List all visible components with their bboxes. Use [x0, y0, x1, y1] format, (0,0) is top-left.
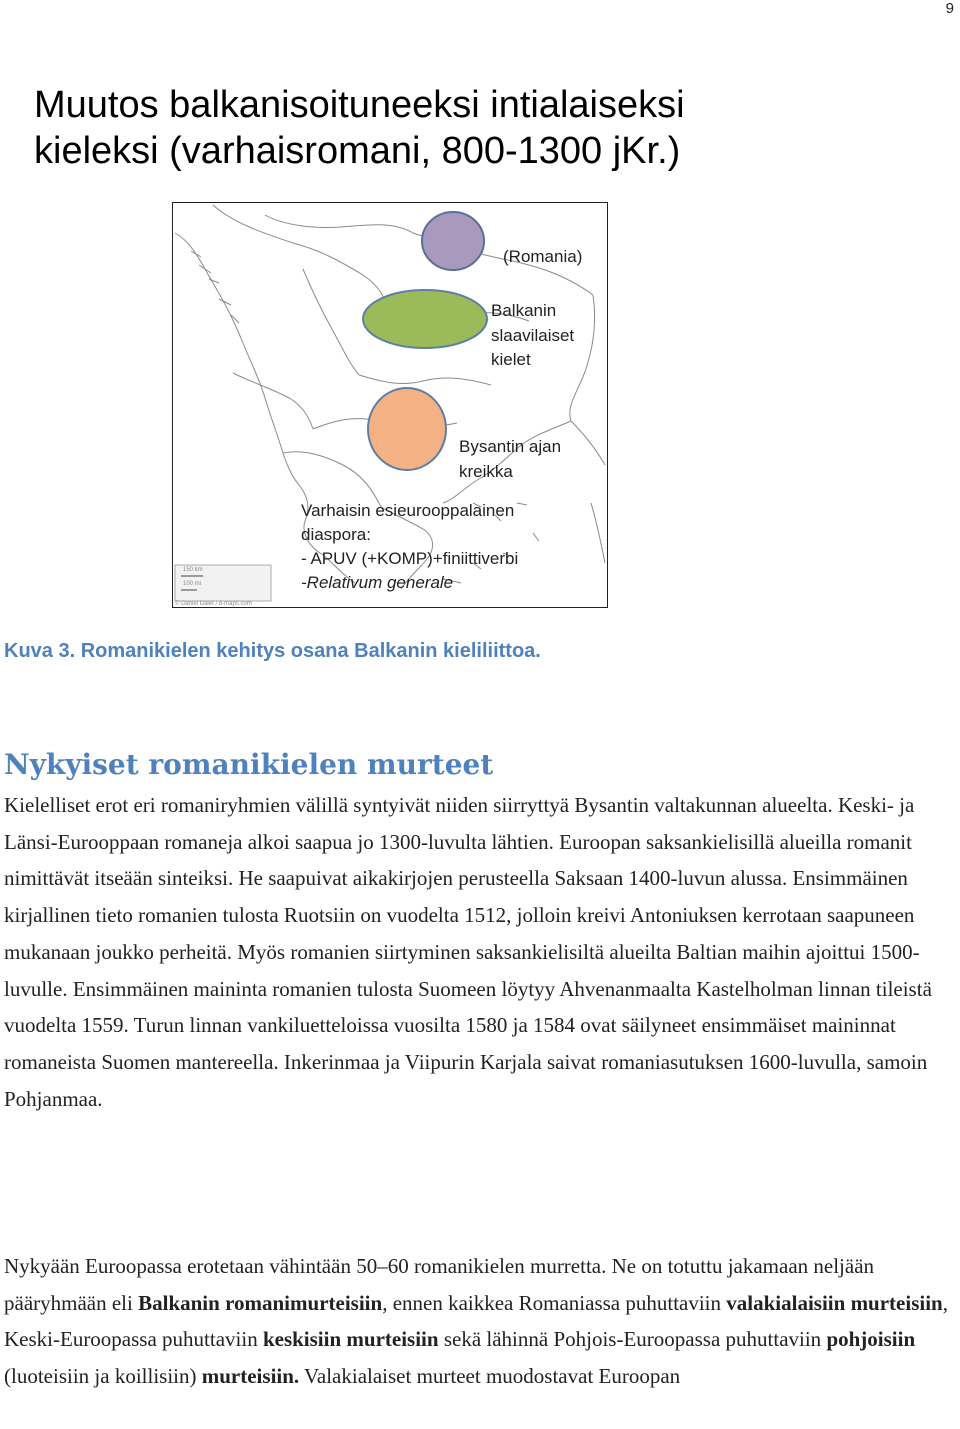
paragraph2-text-2: , ennen kaikkea Romaniassa puhuttaviin [382, 1290, 727, 1315]
scale-label-mi: 100 mi [183, 581, 202, 587]
body-paragraph-1: Kielelliset erot eri romaniryhmien välillä syntyivät niiden siirryttyä Bysantin valtakunnan alueelta. Keski- ja Länsi-Eurooppaan romaneja alkoi saapua jo 1300-luvulta lähtien. Euroopan saksankielisillä alueilla romanit nimittävät itseään sinteiksi. He saapuivat aikakirjojen perusteella Saksaan 1400-luvun alussa. Ensimmäinen kirjallinen tieto romanien tulosta Ruotsiin on vuodelta 1512, jolloin kreivi Antoniuksen kerrotaan saapuneen mukanaan joukko perheitä. Myös romanien siirtyminen saksankielisiltä alueilta Baltian maihin ajoittui 1500-luvulle. Ensimmäinen maininta romanien tulosta Suomeen löytyy Ahvenanmaalta Kastelholman linnan tileistä vuodelta 1559. Turun linnan vankiluetteloissa vuosilta 1580 ja 1584 ovat säilyneet ensimmäiset maininnat romaneista Suomen mantereella. Inkerinmaa ja Viipurin Karjala saivat romaniasutuksen 1600-luvulla, samoin Pohjanmaa. [4, 793, 932, 1111]
label-slavic-line-1: Balkanin [491, 301, 557, 320]
page-number: 9 [945, 0, 954, 17]
label-diaspora-line-2: diaspora: [301, 525, 371, 545]
scale-bar-km [181, 575, 203, 577]
label-balkan-slavic [491, 299, 574, 373]
border-line-8 [233, 373, 313, 429]
paragraph2-bold-dialects: murteisiin. [201, 1364, 300, 1389]
paragraph2-text-1: Nykyään Euroopassa erotetaan vähintään 50–60 romanikielen murretta. Ne on totuttu jakamaan neljään pääryhmään eli [4, 1254, 875, 1315]
slide-title [34, 82, 934, 175]
balkan-map-figure [172, 202, 608, 608]
label-diaspora-line-3: - APUV (+KOMP)+finiittiverbi [301, 549, 519, 569]
scale-bar-mi [181, 589, 197, 591]
border-line-3 [303, 269, 359, 375]
label-early-diaspora [301, 499, 518, 596]
title-line-1: Muutos balkanisoituneeksi intialaiseksi [34, 84, 685, 126]
label-diaspora-line-1: Varhaisin esieurooppalainen [301, 501, 515, 520]
label-slavic-line-2: slaavilaiset [491, 325, 575, 345]
map-credit: © Daniel Dalet / d-maps.com [175, 601, 252, 607]
greek-ellipse [368, 388, 446, 470]
label-greek-line-2: kreikka [459, 461, 513, 481]
label-greek-line-1: Bysantin ajan [459, 437, 562, 456]
border-line-1 [213, 205, 387, 315]
body-paragraph-2 [4, 1248, 956, 1395]
border-line-4 [359, 375, 491, 385]
label-slavic-line-3: kielet [491, 350, 531, 370]
paragraph2-bold-central: keskisiin murteisiin [262, 1327, 439, 1352]
section-heading: Nykyiset romanikielen murteet [4, 748, 494, 781]
paragraph2-bold-balkan: Balkanin romanimurteisiin [138, 1290, 383, 1315]
paragraph2-text-6: Valakialaiset murteet muodostavat Euroopan [299, 1364, 681, 1389]
paragraph2-text-3: , Keski-Euroopassa puhuttaviin [4, 1290, 948, 1352]
paragraph2-bold-vlax: valakialaisiin murteisiin [726, 1290, 943, 1315]
label-byzantine-greek [459, 435, 561, 484]
paragraph2-bold-northern: pohjoisiin [826, 1327, 916, 1352]
scale-label-km: 150 km [183, 567, 203, 573]
label-diaspora-line-4: -Relativum generale [301, 573, 454, 593]
figure-caption: Kuva 3. Romanikielen kehitys osana Balkanin kieliliittoa. [4, 640, 541, 662]
title-line-2: kieleksi (varhaisromani, 800-1300 jKr.) [34, 130, 681, 173]
label-romania: (Romania) [503, 247, 583, 266]
slavic-ellipse [363, 290, 487, 348]
border-line-2 [265, 215, 413, 233]
romania-ellipse [422, 212, 484, 270]
turkey-coast [571, 421, 605, 563]
paragraph2-text-4: sekä lähinnä Pohjois-Euroopassa puhuttaviin [438, 1327, 827, 1352]
paragraph2-text-5: (luoteisiin ja koillisiin) [4, 1364, 202, 1389]
